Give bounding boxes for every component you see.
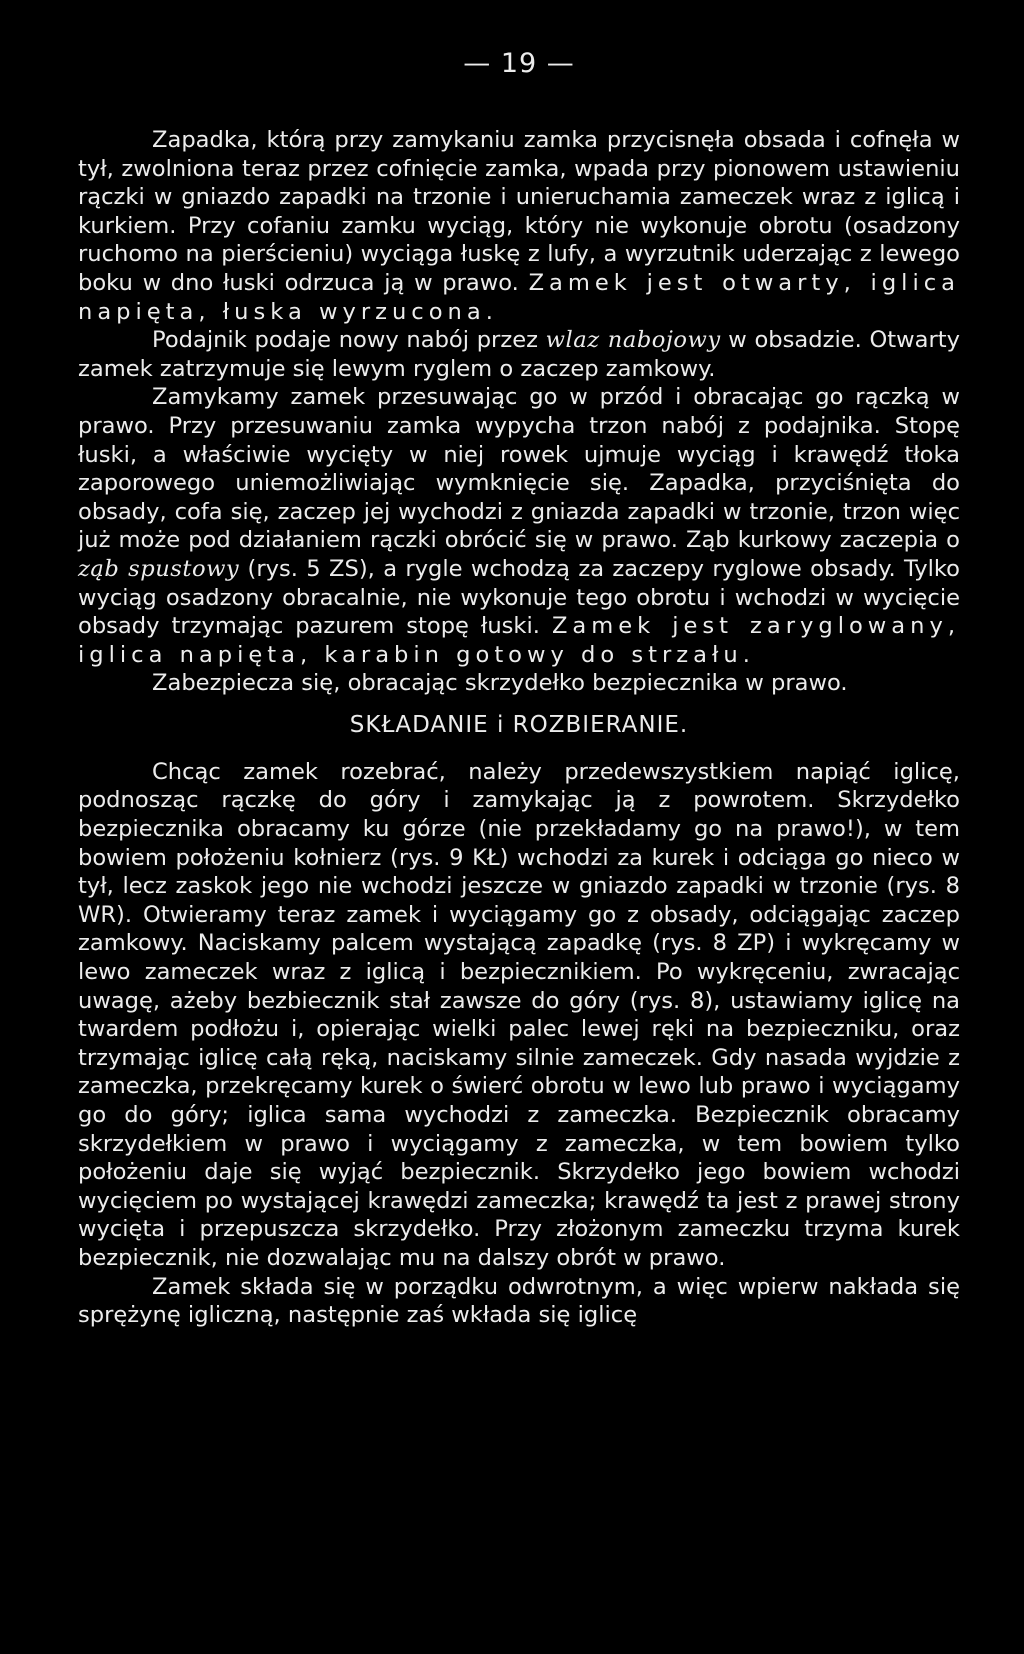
- paragraph-2-text-start: Podajnik podaje nowy nabój przez: [152, 327, 546, 354]
- paragraph-3-text-start: Zamykamy zamek przesuwając go w przód i obracając go rączką w prawo. Przy przesuwaniu zamka wypycha trzon nabój z podajnika. Stopę łuski, a właściwie wycięty w niej rowek ujmuje wyciąg i krawędź tłoka zaporowego uniemożliwiając wymknięcie się. Zapadka, przyciśnięta do obsady, cofa się, zaczep jej wychodzi z gniazda zapadki w trzonie, trzon więc już może pod działaniem rączki obrócić się w prawo. Ząb kurkowy zaczepia o: [78, 384, 960, 554]
- paragraph-5: Chcąc zamek rozebrać, należy przedewszystkiem napiąć iglicę, podnosząc rączkę do góry i zamykając ją z powrotem. Skrzydełko bezpiecznika obracamy ku górze (nie przekładamy go na prawo!), w tem bowiem położeniu kołnierz (rys. 9 KŁ) wchodzi za kurek i odciąga go nieco w tył, lecz zaskok jego nie wchodzi jeszcze w gniazdo zapadki w trzonie (rys. 8 WR). Otwieramy teraz zamek i wyciągamy go z obsady, odciągając zaczep zamkowy. Naciskamy palcem wystającą zapadkę (rys. 8 ZP) i wykręcamy w lewo zameczek wraz z iglicą i bezpiecznikiem. Po wykręceniu, zwracając uwagę, ażeby bezbiecznik stał zawsze do góry (rys. 8), ustawiamy iglicę na twardem podłożu i, opierając wielki palec lewej ręki na bezpieczniku, oraz trzymając iglicę całą ręką, naciskamy silnie zameczek. Gdy nasada wyjdzie z zameczka, przekręcamy kurek o świerć obrotu w lewo lub prawo i wyciągamy go do góry; iglica sama wychodzi z zameczka. Bezpiecznik obracamy skrzydełkiem w prawo i wyciągamy z zameczka, w tem bowiem tylko położeniu daje się wyjąć bezpiecznik. Skrzydełko jego bowiem wchodzi wycięciem po wystającej krawędzi zameczka; krawędź ta jest z prawej strony wycięta i przepuszcza skrzydełko. Przy złożonym zameczku trzyma kurek bezpiecznik, nie dozwalając mu na dalszy obrót w prawo.: [78, 758, 960, 1271]
- paragraph-2-italic-term: wlaz nabojowy: [545, 327, 721, 354]
- paragraph-3-italic-term: ząb spustowy: [78, 555, 240, 582]
- section-heading: SKŁADANIE i ROZBIERANIE.: [349, 711, 689, 738]
- paragraph-1-spaced-text: Zamek jest otwarty, iglica napięta, łuska wyrzucona.: [78, 269, 960, 325]
- document-page: [78, 46, 960, 1646]
- paragraph-1: [78, 126, 960, 326]
- page-number: — 19 —: [463, 48, 575, 79]
- paragraph-3-text-middle: (rys. 5 ZS), a rygle wchodzą za zaczepy ryglowe obsady. Tylko wyciąg osadzony obracalnie, nie wykonuje tego obrotu i wchodzi w wycięcie obsady trzymając pazurem stopę łuski.: [78, 555, 960, 640]
- paragraph-2-text-end: w obsadzie. Otwarty zamek zatrzymuje się lewym ryglem o zaczep zamkowy.: [78, 327, 960, 382]
- paragraph-4: Zabezpiecza się, obracając skrzydełko bezpiecznika w prawo.: [152, 670, 848, 697]
- paragraph-1-text: Zapadka, którą przy zamykaniu zamka przycisnęła obsada i cofnęła w tył, zwolniona teraz przez cofnięcie zamka, wpada przy pionowem ustawieniu rączki w gniazdo zapadki na trzonie i unieruchamia zameczek wraz z iglicą i kurkiem. Przy cofaniu zamku wyciąg, który nie wykonuje obrotu (osadzony ruchomo na pierścieniu) wyciąga łuskę z lufy, a wyrzutnik uderzając z lewego boku w dno łuski odrzuca ją w prawo.: [78, 127, 960, 296]
- paragraph-3: [78, 383, 960, 669]
- paragraph-2: [78, 326, 960, 383]
- paragraph-3-spaced-text: Zamek jest zaryglowany, iglica napięta, karabin gotowy do strzału.: [78, 613, 961, 668]
- paragraph-6: Zamek składa się w porządku odwrotnym, a więc wpierw nakłada się sprężynę igliczną, następnie zaś wkłada się iglicę: [78, 1273, 960, 1329]
